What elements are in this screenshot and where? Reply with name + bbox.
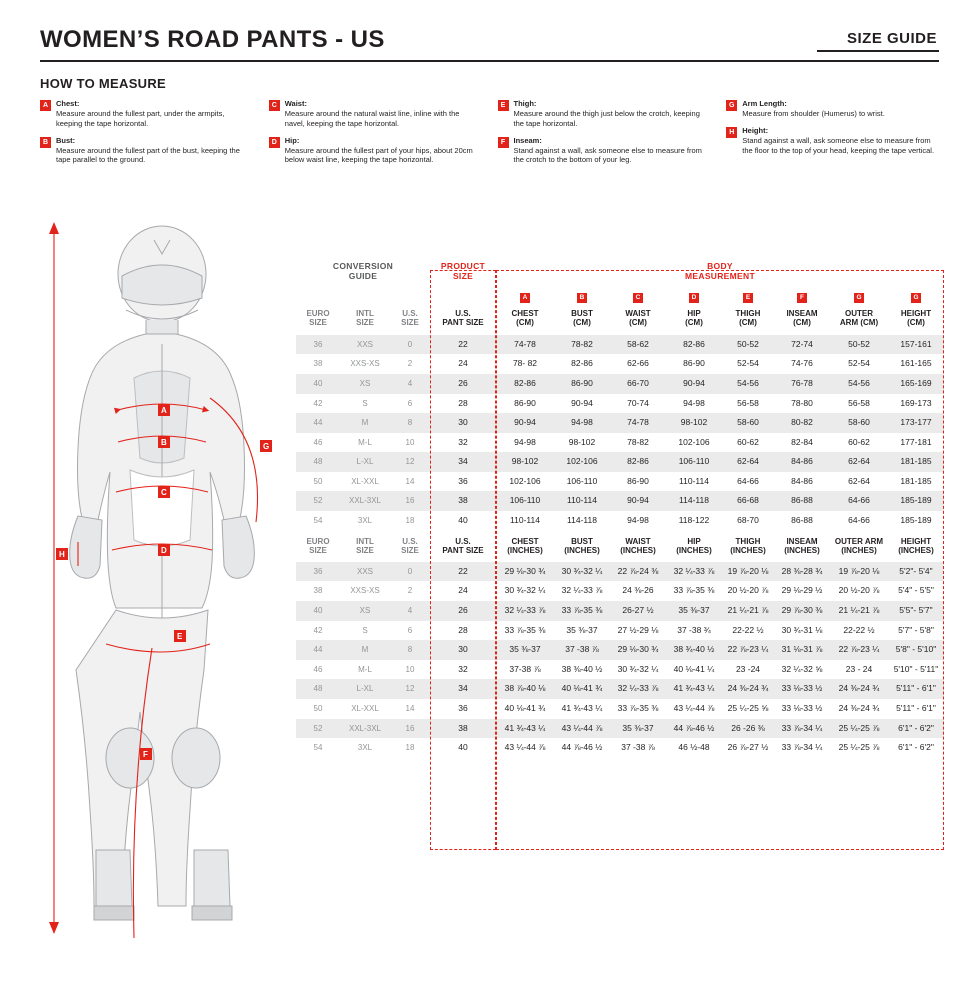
col-outer-arm-cm: OUTER ARM (CM) [839, 308, 879, 328]
size-table [296, 262, 944, 758]
col-inseam-cm: INSEAM (CM) [786, 308, 818, 328]
letter-cell-d: D [666, 286, 722, 307]
measure-item-arm-length [726, 99, 939, 119]
letter-cell-g1: G [830, 286, 888, 307]
table-row: 42 S 6 28 86-90 90-94 70-74 94-98 56-58 78-80 56-58 169-173 [313, 397, 932, 408]
table-group-header [296, 262, 944, 286]
col-thigh-cm: THIGH (CM) [735, 308, 761, 328]
measure-label-height: Height: [742, 125, 769, 135]
table-row: 54 3XL 18 40 43 ¼-44 ⅞ 44 ⅞-46 ½ 37 -38 ⅞ 46 ½-48 26 ⅞-27 ½ 33 ⅞-34 ¼ 25 ¼-25 ⅞ 6'1" - 6'2" [313, 742, 934, 753]
col-bust-in: BUST (INCHES) [564, 536, 600, 556]
measure-label-hip: Hip: [284, 135, 300, 145]
letter-badge-a: A [40, 100, 51, 111]
letter-badge-b: B [40, 137, 51, 148]
col-thigh-in: THIGH (INCHES) [730, 536, 766, 556]
letter-cell-g2: G [888, 286, 944, 307]
col-outer-arm-in: OUTER ARM (INCHES) [834, 536, 884, 556]
letter-badge-d: D [269, 137, 280, 148]
svg-text:A: A [161, 406, 167, 415]
col-us-size-in: U.S. SIZE [401, 536, 419, 556]
table-row: 42 S 6 28 33 ⅞-35 ⅜ 35 ⅜-37 27 ½-29 ⅛ 37 -38 ¾ 22-22 ½ 30 ¾-31 ⅛ 22-22 ½ 5'7" - 5'8" [313, 624, 934, 635]
table-row: 40 XS 4 26 32 ¼-33 ⅞ 33 ⅞-35 ⅜ 26-27 ½ 35 ⅜-37 21 ¼-21 ⅞ 29 ⅞-30 ⅜ 21 ¼-21 ⅞ 5'5"- 5'7" [296, 601, 944, 621]
measure-text-hip: Measure around the fullest part of your hips, about 20cm below waist line, keeping the tape horizontal. [284, 145, 473, 165]
col-hip-cm: HIP (CM) [685, 308, 703, 328]
letter-badge-g: G [726, 100, 737, 111]
letter-cell-f: F [774, 286, 830, 307]
table-row: 52 XXL-3XL 16 38 41 ¾-43 ¼ 43 ¼-44 ⅞ 35 ⅜-37 44 ⅞-46 ½ 26 -26 ⅜ 33 ⅞-34 ¼ 25 ¼-25 ⅞ 6'1" - 6'2" [296, 719, 944, 739]
group-body-measurement: BODY MEASUREMENT [685, 261, 755, 281]
col-chest-cm: CHEST (CM) [511, 308, 539, 328]
header-divider [40, 60, 939, 62]
measure-text-waist: Measure around the natural waist line, inline with the navel, keeping the tape horizontal. [284, 108, 460, 128]
col-us-pant-size: U.S. PANT SIZE [442, 308, 484, 328]
table-header-cm [296, 307, 944, 335]
svg-text:F: F [143, 750, 148, 759]
col-waist-cm: WAIST (CM) [625, 308, 651, 328]
col-euro-size: EURO SIZE [306, 308, 330, 328]
col-bust-cm: BUST (CM) [571, 308, 593, 328]
measure-item-chest [40, 99, 253, 129]
measure-text-arm-length: Measure from shoulder (Humerus) to wrist. [742, 108, 885, 118]
how-to-measure-grid [40, 99, 939, 165]
table-letter-row [296, 286, 944, 307]
measure-label-waist: Waist: [284, 99, 307, 108]
svg-text:D: D [161, 546, 167, 555]
measure-item-waist [269, 99, 482, 129]
table-row: 36 XXS 0 22 74-78 78-82 58-62 82-86 50-52 72-74 50-52 157-161 [296, 335, 944, 355]
col-intl-size-in: INTL SIZE [356, 536, 374, 556]
table-row: 38 XXS-XS 2 24 78- 82 82-86 62-66 86-90 52-54 74-76 52-54 161-165 [313, 358, 932, 369]
table-row: 46 M-L 10 32 94-98 98-102 78-82 102-106 60-62 82-84 60-62 177-181 [313, 436, 932, 447]
page-header [40, 0, 939, 54]
table-row: 36 XXS 0 22 29 ⅛-30 ¾ 30 ¾-32 ¼ 22 ⅞-24 ⅜ 32 ¼-33 ⅞ 19 ⅞-20 ⅛ 28 ⅜-28 ¾ 19 ⅞-20 ⅛ 5'2"- 5'4" [296, 562, 944, 582]
measure-label-chest: Chest: [56, 99, 80, 108]
col-us-size: U.S. SIZE [401, 308, 419, 328]
letter-cell-c: C [610, 286, 666, 307]
table-row: 48 L-XL 12 34 38 ⅞-40 ⅛ 40 ⅛-41 ¾ 32 ¼-33 ⅞ 41 ¾-43 ¼ 24 ⅜-24 ¾ 33 ⅛-33 ½ 24 ⅜-24 ¾ 5'11" - 6'1" [296, 679, 944, 699]
svg-text:C: C [161, 488, 167, 497]
measure-label-bust: Bust: [56, 135, 76, 145]
measure-text-thigh: Measure around the thigh just below the crotch, keeping the tape horizontal. [513, 108, 700, 128]
table-row: 52 XXL-3XL 16 38 106-110 110-114 90-94 114-118 66-68 86-88 64-66 185-189 [296, 491, 944, 511]
table-row: 38 XXS-XS 2 24 30 ¾-32 ¼ 32 ¼-33 ⅞ 24 ⅜-26 33 ⅞-35 ⅜ 20 ½-20 ⅞ 29 ⅛-29 ½ 20 ½-20 ⅞ 5'4" - 5'5" [313, 585, 934, 596]
table-row: 50 XL-XXL 14 36 102-106 106-110 86-90 110-114 64-66 84-86 62-64 181-185 [313, 475, 932, 486]
col-euro-size-in: EURO SIZE [306, 536, 330, 556]
table-row: 44 M 8 30 90-94 94-98 74-78 98-102 58-60 80-82 58-60 173-177 [296, 413, 944, 433]
col-height-in: HEIGHT (INCHES) [898, 536, 934, 556]
size-tables [296, 262, 944, 758]
letter-cell-a: A [496, 286, 554, 307]
measure-text-bust: Measure around the fullest part of the bust, keeping the tape parallel to the ground. [56, 145, 240, 165]
letter-badge-e: E [498, 100, 509, 111]
svg-text:G: G [263, 442, 270, 451]
measure-item-height [726, 126, 939, 156]
letter-badge-h: H [726, 127, 737, 138]
table-row: 44 M 8 30 35 ⅜-37 37 -38 ⅞ 29 ⅛-30 ¾ 38 ¾-40 ½ 22 ⅞-23 ¼ 31 ⅛-31 ⅞ 22 ⅞-23 ¼ 5'8" - 5'10" [296, 640, 944, 660]
table-row: 48 L-XL 12 34 98-102 102-106 82-86 106-110 62-64 84-86 62-64 181-185 [296, 452, 944, 472]
page-title: WOMEN’S ROAD PANTS - US [40, 26, 385, 53]
measure-label-inseam: Inseam: [513, 135, 542, 145]
size-guide-label: SIZE GUIDE [817, 30, 939, 52]
measure-item-inseam [498, 136, 711, 166]
table-row: 40 XS 4 26 82-86 86-90 66-70 90-94 54-56 76-78 54-56 165-169 [296, 374, 944, 394]
letter-badge-c: C [269, 100, 280, 111]
table-row: 46 M-L 10 32 37-38 ⅞ 38 ⅜-40 ½ 30 ¾-32 ¼ 40 ⅛-41 ¼ 23 -24 32 ¼-32 ⅝ 23 - 24 5'10" - 5'11" [313, 663, 939, 674]
svg-text:H: H [59, 550, 65, 559]
how-to-measure-title: HOW TO MEASURE [40, 76, 167, 91]
measure-item-bust [40, 136, 253, 166]
letter-badge-f: F [498, 137, 509, 148]
measure-item-thigh [498, 99, 711, 129]
col-height-cm: HEIGHT (CM) [900, 308, 932, 328]
col-chest-in: CHEST (INCHES) [507, 536, 543, 556]
measure-item-hip [269, 136, 482, 166]
letter-cell-e: E [722, 286, 774, 307]
measure-label-thigh: Thigh: [513, 99, 537, 108]
col-waist-in: WAIST (INCHES) [620, 536, 656, 556]
table-row: 50 XL-XXL 14 36 40 ⅛-41 ¾ 41 ¾-43 ¼ 33 ⅞-35 ⅜ 43 ¼-44 ⅞ 25 ¼-25 ⅝ 33 ⅛-33 ½ 24 ⅜-24 ¾ 5'11" - 6'1" [313, 703, 936, 713]
svg-text:E: E [177, 632, 183, 641]
group-product-size: PRODUCT SIZE [440, 261, 486, 281]
table-row: 54 3XL 18 40 110-114 114-118 94-98 118-122 68-70 86-88 64-66 185-189 [313, 515, 932, 526]
col-intl-size: INTL SIZE [356, 308, 374, 328]
group-conversion: CONVERSION GUIDE [332, 261, 394, 281]
svg-text:B: B [161, 438, 167, 447]
col-inseam-in: INSEAM (INCHES) [784, 536, 820, 556]
col-us-pant-size-in: U.S. PANT SIZE [442, 536, 484, 556]
letter-cell-b: B [554, 286, 610, 307]
measure-text-height: Stand against a wall, ask someone else to measure from the floor to the top of your head, keeping the tape vertical. [742, 135, 935, 155]
table-header-inches [296, 531, 944, 562]
measure-text-chest: Measure around the fullest part, under the armpits, keeping the tape horizontal. [56, 108, 225, 128]
measure-label-arm-length: Arm Length: [742, 99, 787, 108]
measurement-figure [34, 218, 324, 948]
measure-text-inseam: Stand against a wall, ask someone else to measure from the crotch to the bottom of your leg. [513, 145, 702, 165]
col-hip-in: HIP (INCHES) [676, 536, 712, 556]
